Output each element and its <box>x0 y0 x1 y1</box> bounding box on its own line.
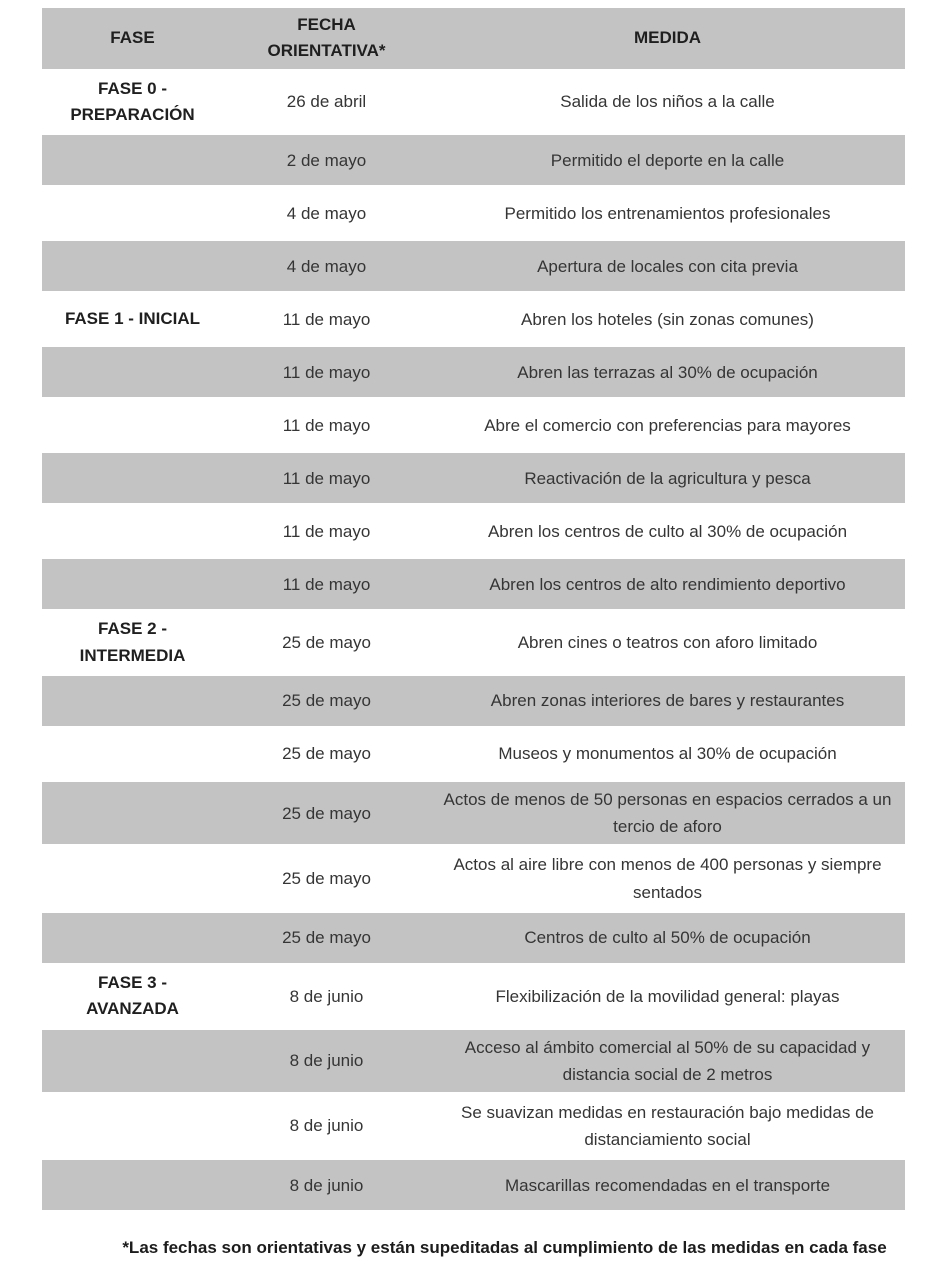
medida-cell: Permitido los entrenamientos profesionales <box>504 203 831 223</box>
fecha-cell: 2 de mayo <box>286 150 367 170</box>
table-row <box>42 241 905 291</box>
fecha-cell: 8 de junio <box>289 1051 364 1071</box>
column-header-fase <box>42 8 223 69</box>
fase-cell <box>42 1095 223 1157</box>
fecha-cell: 25 de mayo <box>282 928 371 948</box>
medida-cell: Abren zonas interiores de bares y restaurantes <box>490 691 845 711</box>
fase-cell: FASE 1 - INICIAL <box>64 309 201 329</box>
medida-cell: Acceso al ámbito comercial al 50% de su capacidad y distancia social de 2 metros <box>464 1037 871 1084</box>
fecha-cell: 25 de mayo <box>282 633 371 653</box>
footnote: *Las fechas son orientativas y están supeditadas al cumplimiento de las medidas en cada fase <box>122 1238 887 1258</box>
table-row <box>42 188 905 238</box>
fase-cell <box>42 729 223 779</box>
table-row <box>42 1095 905 1157</box>
header-row <box>42 8 905 69</box>
fase-cell <box>42 241 223 291</box>
fase-cell <box>42 559 223 609</box>
phases-table <box>42 5 905 1213</box>
fecha-cell: 4 de mayo <box>286 256 367 276</box>
fase-cell <box>42 400 223 450</box>
table-header <box>42 8 905 69</box>
medida-cell: Salida de los niños a la calle <box>560 92 775 112</box>
table-row <box>42 913 905 963</box>
medida-cell: Mascarillas recomendadas en el transporte <box>504 1175 831 1195</box>
medida-cell: Abren los centros de culto al 30% de ocupación <box>487 521 848 541</box>
fecha-cell: 25 de mayo <box>282 691 371 711</box>
fase-cell <box>42 1030 223 1092</box>
fase-cell <box>42 453 223 503</box>
table-row <box>42 506 905 556</box>
fecha-cell: 25 de mayo <box>282 744 371 764</box>
table-row <box>42 1160 905 1210</box>
column-header-medida-label: MEDIDA <box>633 28 702 48</box>
medida-cell: Abre el comercio con preferencias para mayores <box>484 415 851 435</box>
fase-cell <box>42 506 223 556</box>
fecha-cell: 11 de mayo <box>282 574 371 594</box>
table-row <box>42 676 905 726</box>
medida-cell: Museos y monumentos al 30% de ocupación <box>498 744 837 764</box>
fase-cell <box>42 847 223 909</box>
medida-cell: Flexibilización de la movilidad general: playas <box>495 986 840 1006</box>
medida-cell: Permitido el deporte en la calle <box>550 150 785 170</box>
fase-cell <box>42 188 223 238</box>
medida-cell: Centros de culto al 50% de ocupación <box>524 928 811 948</box>
fase-cell <box>42 913 223 963</box>
column-header-fase-label: FASE <box>110 28 155 48</box>
table-row <box>42 347 905 397</box>
table-row <box>42 612 905 673</box>
column-header-fecha-label: FECHA ORIENTATIVA* <box>267 15 386 61</box>
fecha-cell: 4 de mayo <box>286 203 367 223</box>
medida-cell: Abren los hoteles (sin zonas comunes) <box>521 309 814 329</box>
fase-cell: FASE 0 - PREPARACIÓN <box>70 78 195 125</box>
fecha-cell: 25 de mayo <box>282 869 371 889</box>
fecha-cell: 8 de junio <box>289 1175 364 1195</box>
fase-cell <box>42 347 223 397</box>
medida-cell: Reactivación de la agricultura y pesca <box>524 468 811 488</box>
column-header-fecha <box>223 8 430 69</box>
medida-cell: Apertura de locales con cita previa <box>537 256 798 276</box>
medida-cell: Abren las terrazas al 30% de ocupación <box>517 362 818 382</box>
fase-cell: FASE 3 - AVANZADA <box>86 972 179 1019</box>
table-row <box>42 966 905 1027</box>
fecha-cell: 11 de mayo <box>282 468 371 488</box>
table-row <box>42 294 905 344</box>
medida-cell: Abren cines o teatros con aforo limitado <box>517 633 818 653</box>
fase-cell <box>42 676 223 726</box>
fecha-cell: 11 de mayo <box>282 362 371 382</box>
table-row <box>42 729 905 779</box>
fecha-cell: 8 de junio <box>289 1116 364 1136</box>
table-row <box>42 782 905 844</box>
table-row <box>42 400 905 450</box>
medida-cell: Actos al aire libre con menos de 400 personas y siempre sentados <box>453 855 882 902</box>
fecha-cell: 11 de mayo <box>282 309 371 329</box>
fase-cell <box>42 782 223 844</box>
table-row <box>42 1030 905 1092</box>
medida-cell: Se suavizan medidas en restauración bajo medidas de distanciamiento social <box>461 1102 874 1150</box>
table-body <box>42 72 905 1211</box>
table-row <box>42 453 905 503</box>
medida-cell: Actos de menos de 50 personas en espacios cerrados a un tercio de aforo <box>443 790 892 837</box>
fase-cell <box>42 1160 223 1210</box>
table-row <box>42 559 905 609</box>
fecha-cell: 26 de abril <box>286 92 367 112</box>
fecha-cell: 25 de mayo <box>282 803 371 823</box>
fase-cell: FASE 2 - INTERMEDIA <box>79 619 186 665</box>
fecha-cell: 11 de mayo <box>282 415 371 435</box>
table-row <box>42 135 905 185</box>
column-header-medida <box>430 8 905 69</box>
fecha-cell: 8 de junio <box>289 986 364 1006</box>
table-row <box>42 847 905 909</box>
fecha-cell: 11 de mayo <box>282 521 371 541</box>
medida-cell: Abren los centros de alto rendimiento deportivo <box>489 574 846 594</box>
fase-cell <box>42 135 223 185</box>
table-row <box>42 72 905 133</box>
